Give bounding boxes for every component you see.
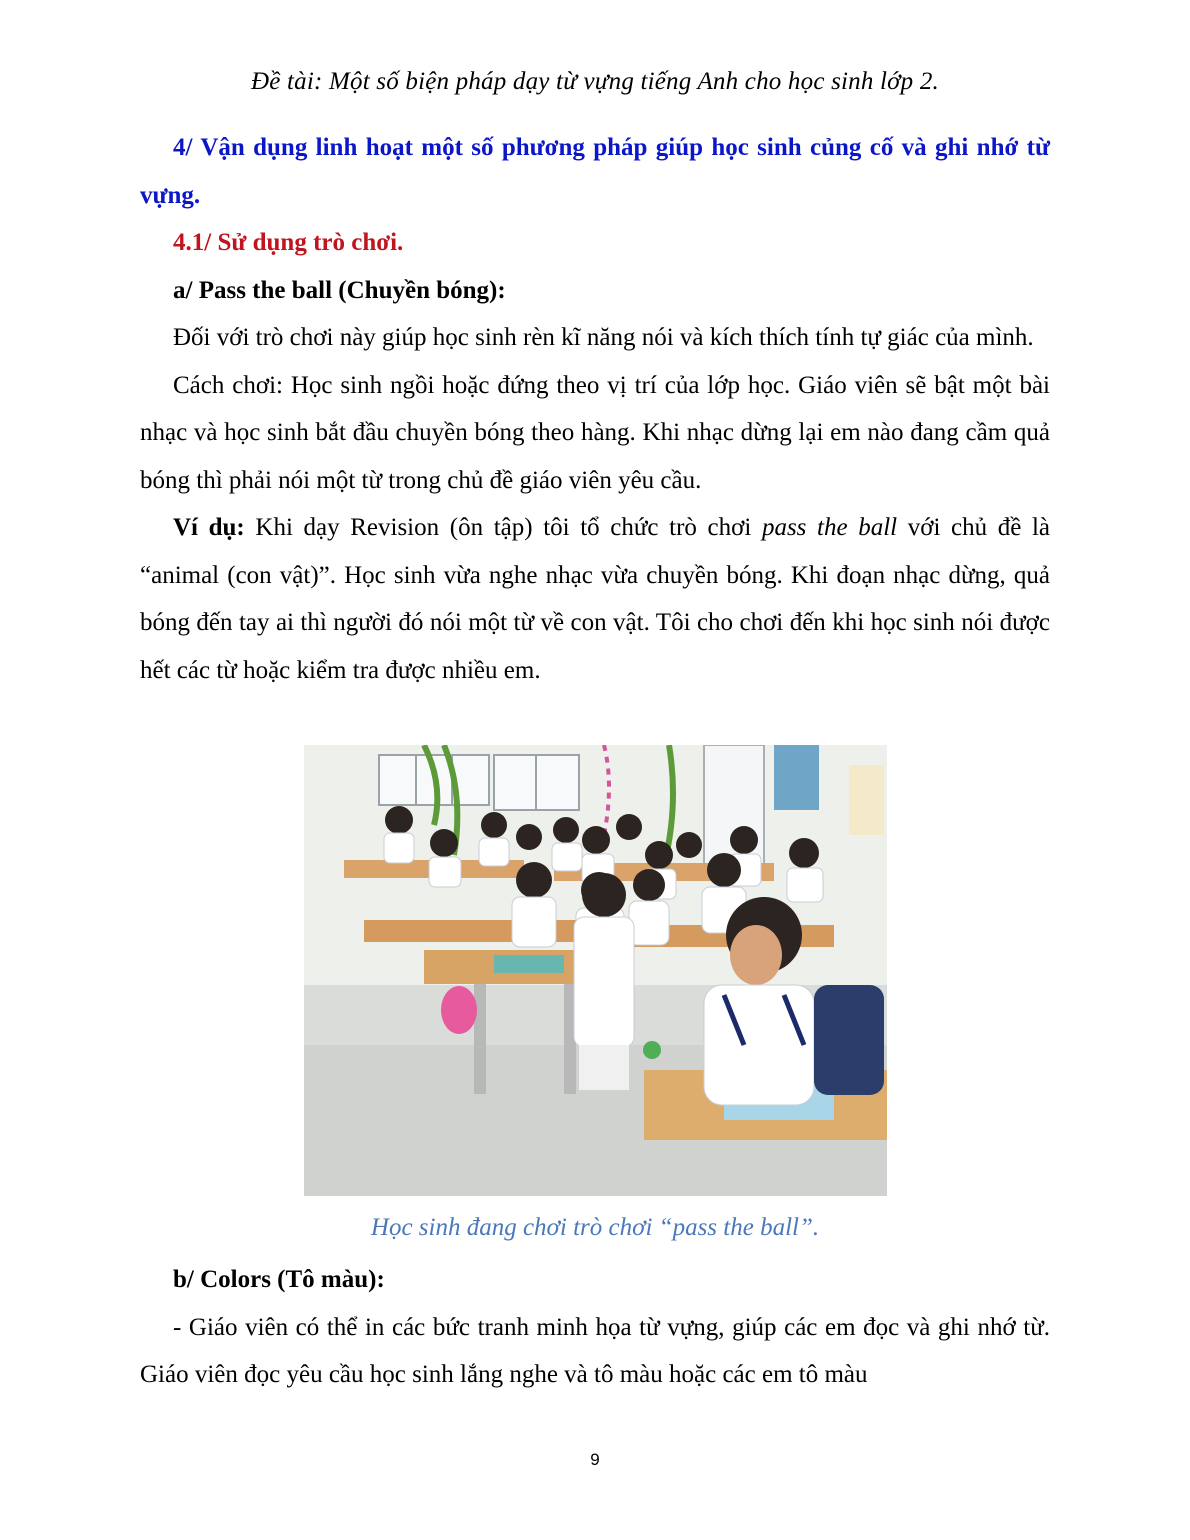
classroom-photo-illustration <box>304 745 887 1196</box>
game-b-text: - Giáo viên có thể in các bức tranh minh họa từ vựng, giúp các em đọc và ghi nhớ từ. Giáo viên đọc yêu cầu học sinh lắng nghe và tô màu hoặc các em tô màu <box>140 1313 1050 1388</box>
classroom-photo <box>304 745 887 1196</box>
subsection-heading: 4.1/ Sử dụng trò chơi. <box>173 229 404 256</box>
game-a-heading: a/ Pass the ball (Chuyền bóng): <box>173 276 506 304</box>
game-a-howto: Cách chơi: Học sinh ngồi hoặc đứng theo vị trí của lớp học. Giáo viên sẽ bật một bài nhạc và học sinh bắt đầu chuyền bóng theo hàng. Khi nhạc dừng lại em nào đang cầm quả bóng thì phải nói một từ trong chủ đề giáo viên yêu cầu. <box>140 371 1050 494</box>
example-text-2: với chủ đề là “animal (con vật)”. Học sinh vừa nghe nhạc vừa chuyền bóng. Khi đoạn nhạc dừng, quả bóng đến tay ai thì người đó nói một từ về con vật. Tôi cho chơi đến khi học sinh nói được hết các từ hoặc kiểm tra được nhiều em. <box>140 514 1050 684</box>
photo-caption: Học sinh đang chơi trò chơi “pass the ball”. <box>370 1214 820 1241</box>
section-heading: 4/ Vận dụng linh hoạt một số phương pháp giúp học sinh củng cố và ghi nhớ từ vựng. <box>140 134 1050 209</box>
game-b-heading: b/ Colors (Tô màu): <box>173 1266 385 1293</box>
document-header-title: Đề tài: Một số biện pháp dạy từ vựng tiếng Anh cho học sinh lớp 2. <box>251 68 939 95</box>
example-text-1: Khi dạy Revision (ôn tập) tôi tổ chức trò chơi <box>244 514 762 541</box>
example-italic-term: pass the ball <box>761 514 898 541</box>
game-a-intro: Đối với trò chơi này giúp học sinh rèn kĩ năng nói và kích thích tính tự giác của mình. <box>173 324 1034 351</box>
secondary-text-block <box>140 1256 1050 1399</box>
page-number: 9 <box>590 1450 600 1469</box>
example-label: Ví dụ: <box>173 514 245 541</box>
main-text-block <box>140 124 1050 694</box>
game-a-example <box>140 504 1050 694</box>
